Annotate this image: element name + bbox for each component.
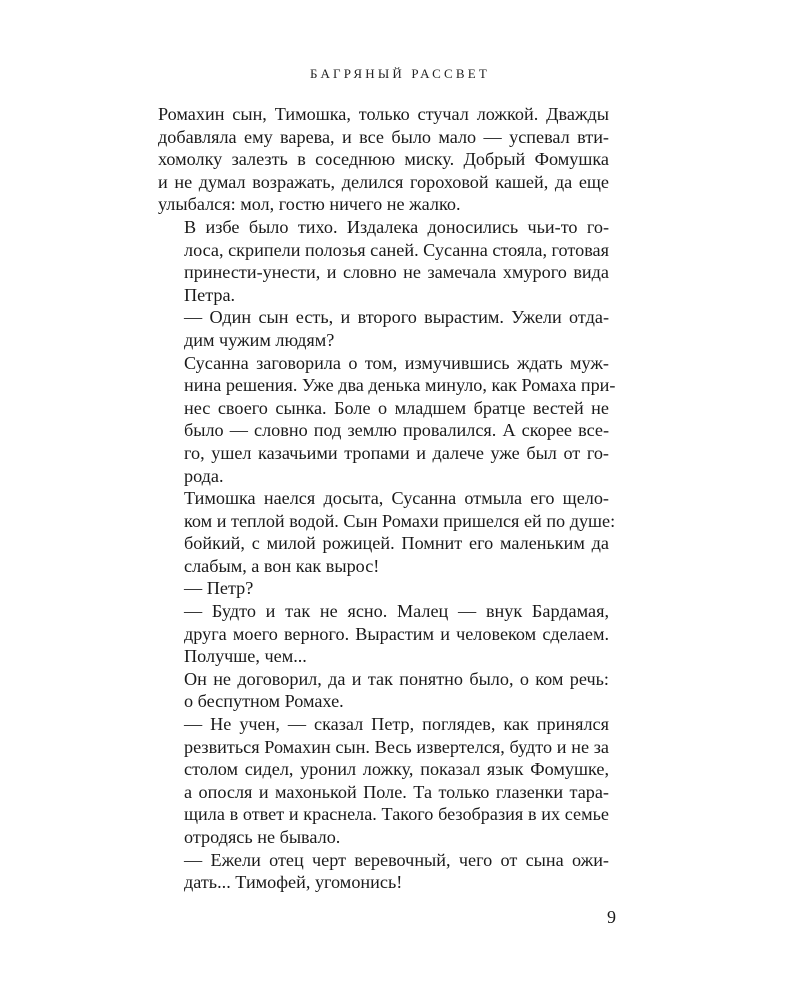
text-line: — Будто и так не ясно. Малец — внук Бардамая, bbox=[184, 601, 609, 622]
text-line: а опосля и махонькой Поле. Та только глазенки тара- bbox=[184, 781, 609, 802]
paragraph bbox=[158, 487, 616, 577]
paragraph bbox=[158, 849, 609, 894]
page-number: 9 bbox=[607, 907, 616, 927]
text-line: Он не договорил, да и так понятно было, о ком речь: bbox=[184, 668, 609, 689]
text-line: Петра. bbox=[184, 284, 236, 305]
paragraph bbox=[158, 306, 609, 351]
text-line: — Не учен, — сказал Петр, поглядев, как принялся bbox=[184, 714, 609, 735]
body-text bbox=[158, 103, 616, 894]
text-line: отродясь не бывало. bbox=[184, 827, 341, 847]
text-line: Получше, чем... bbox=[184, 646, 307, 667]
text-line: слабым, а вон как вырос! bbox=[184, 555, 380, 576]
text-line: лоса, скрипели полозья саней. Сусанна стояла, готовая bbox=[184, 239, 609, 260]
paragraph bbox=[158, 600, 609, 668]
text-line: друга моего верного. Вырастим и человеком сделаем. bbox=[184, 623, 609, 644]
text-line: дим чужим людям? bbox=[184, 329, 335, 350]
text-line: резвиться Ромахин сын. Весь извертелся, будто и не за bbox=[184, 736, 609, 757]
paragraph bbox=[158, 577, 609, 600]
text-line: Ромахин сын, Тимошка, только стучал ложкой. Дважды bbox=[158, 104, 609, 124]
paragraph bbox=[158, 713, 609, 849]
text-line: В избе было тихо. Издалека доносились чьи-то го- bbox=[184, 216, 609, 237]
text-line: — Ежели отец черт веревочный, чего от сына ожи- bbox=[184, 849, 609, 870]
text-line: нес своего сынка. Боле о младшем братце вестей не bbox=[184, 397, 609, 418]
text-line: улыбался: мол, гостю ничего не жалко. bbox=[158, 194, 461, 215]
text-line: Тимошка наелся досыта, Сусанна отмыла его щело- bbox=[184, 488, 609, 509]
paragraph bbox=[158, 216, 609, 306]
text-line: хомолку залезть в соседнюю миску. Добрый Фомушка bbox=[158, 149, 609, 170]
text-line: дать... Тимофей, угомонись! bbox=[184, 872, 403, 893]
paragraph bbox=[158, 103, 609, 216]
text-line: ком и теплой водой. Сын Ромахи пришелся ей по душе: bbox=[184, 510, 616, 531]
text-line: столом сидел, уронил ложку, показал язык Фомушке, bbox=[184, 759, 609, 780]
text-line: бойкий, с милой рожицей. Помнит его маленьким да bbox=[184, 533, 609, 554]
text-line: Сусанна заговорила о том, измучившись ждать муж- bbox=[184, 352, 609, 373]
text-line: — Один сын есть, и второго вырастим. Ужели отда- bbox=[184, 307, 609, 328]
text-line: — Петр? bbox=[184, 578, 254, 599]
paragraph bbox=[158, 352, 616, 488]
text-line: добавляла ему варева, и все было мало — успевал вти- bbox=[158, 126, 609, 147]
text-line: го, ушел казачьими тропами и далече уже был от го- bbox=[184, 442, 609, 463]
text-line: принести-унести, и словно не замечала хмурого вида bbox=[184, 262, 609, 283]
text-line: рода. bbox=[184, 465, 224, 486]
running-head: БАГРЯНЫЙ РАССВЕТ bbox=[309, 66, 491, 81]
text-line: щила в ответ и краснела. Такого безобразия в их семье bbox=[184, 804, 609, 825]
text-line: нина решения. Уже два денька минуло, как Ромаха при- bbox=[184, 375, 616, 396]
text-line: было — словно под землю провалился. А скорее все- bbox=[184, 420, 609, 441]
paragraph bbox=[158, 668, 609, 713]
text-line: о беспутном Ромахе. bbox=[184, 691, 344, 712]
text-line: и не думал возражать, делился гороховой кашей, да еще bbox=[158, 171, 609, 192]
